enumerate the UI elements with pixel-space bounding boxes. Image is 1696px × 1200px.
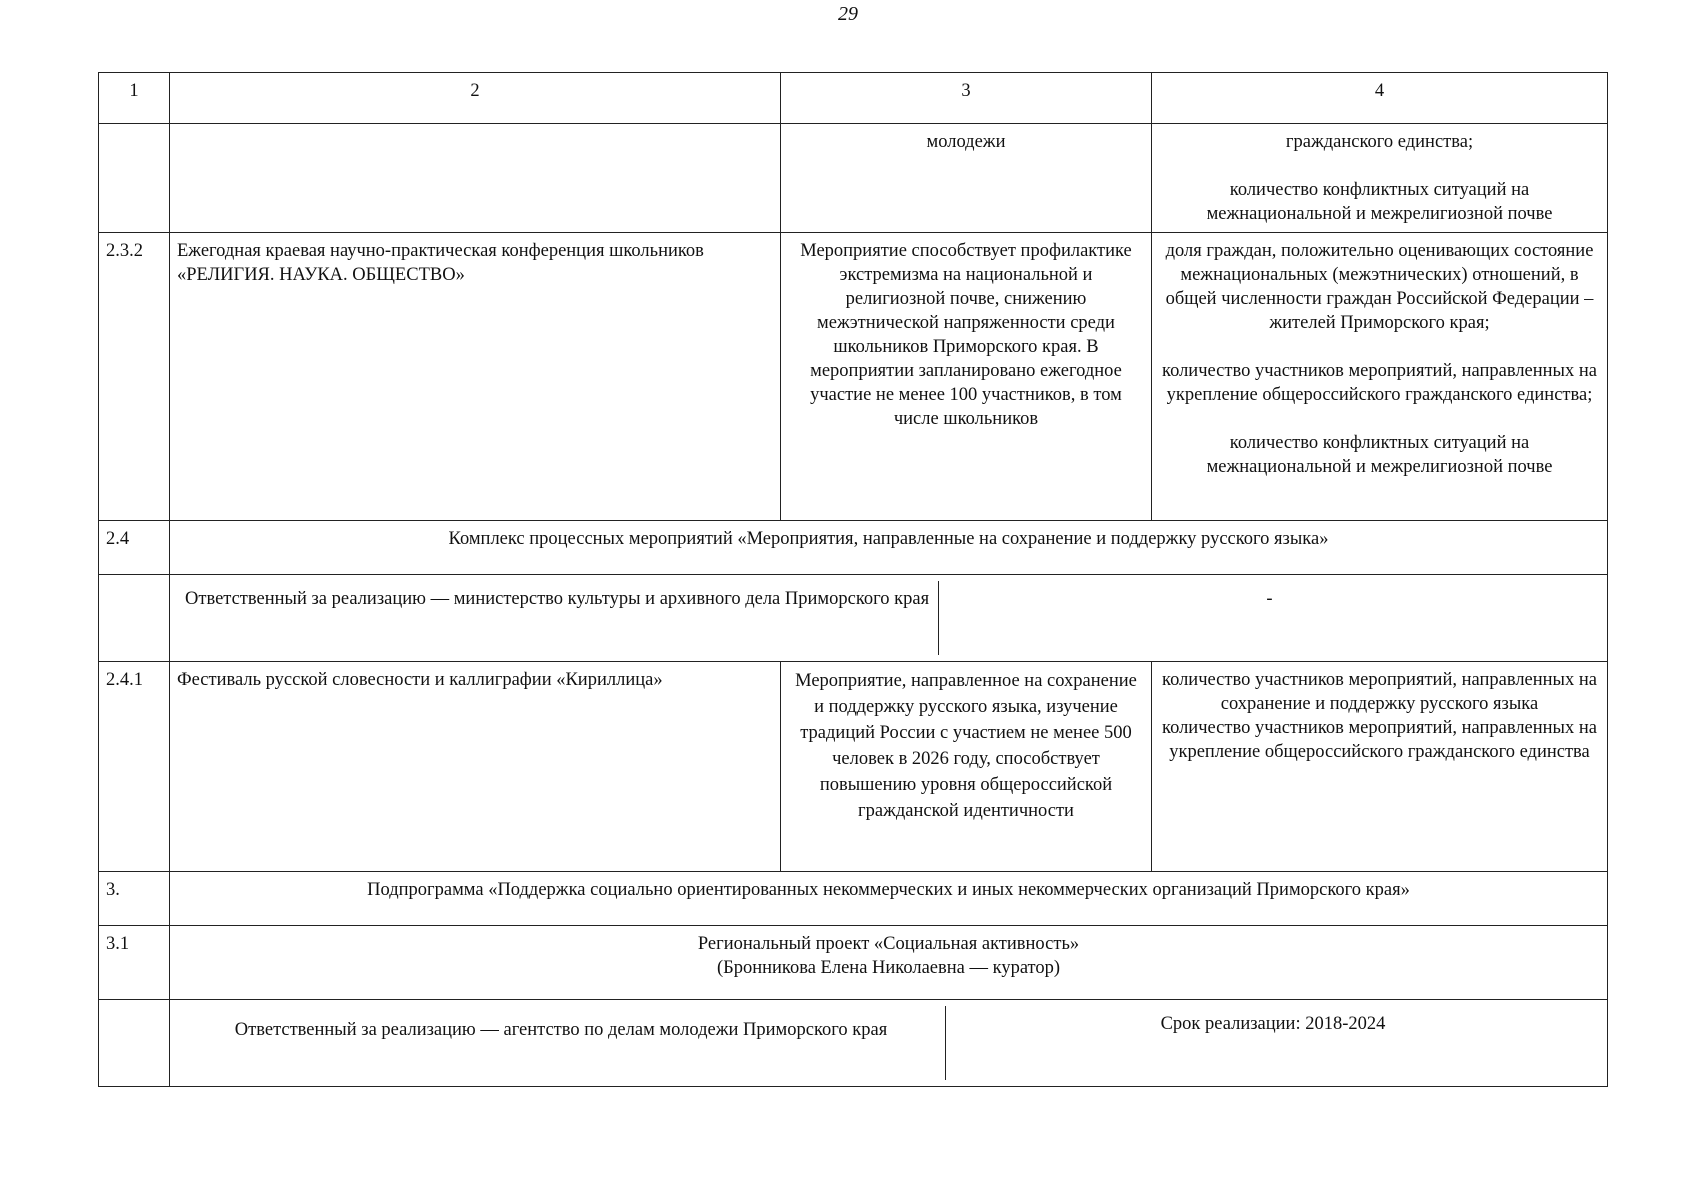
responsible-text: Ответственный за реализацию — агентство по делам молодежи Приморского края — [177, 1006, 946, 1080]
term-text: Срок реализации: 2018-2024 — [1160, 1014, 1386, 1034]
event-name: Фестиваль русской словесности и каллиграфии «Кириллица» — [170, 662, 781, 872]
header-col-4: 4 — [1152, 73, 1608, 124]
program-table — [98, 72, 1608, 1087]
event-name-cell — [170, 124, 781, 233]
project-title: Региональный проект «Социальная активность» (Бронникова Елена Николаевна — куратор) — [170, 926, 1608, 1000]
event-indicators: гражданского единства; количество конфликтных ситуаций на межнациональной и межрелигиозной почве — [1152, 124, 1608, 233]
responsible-row — [170, 1000, 1608, 1087]
row-number: 2.4.1 — [99, 662, 170, 872]
table-row — [99, 521, 1608, 575]
subprogram-title: Подпрограмма «Поддержка социально ориентированных некоммерческих и иных некоммерческих организаций Приморского края» — [170, 872, 1608, 926]
table-row — [99, 575, 1608, 662]
responsible-row — [170, 575, 1608, 662]
table-row — [99, 872, 1608, 926]
table-row — [99, 662, 1608, 872]
row-number-cell — [99, 1000, 170, 1087]
header-col-1: 1 — [99, 73, 170, 124]
event-indicators: количество участников мероприятий, направленных на сохранение и поддержку русского языка количество участников мероприятий, направленных на укрепление общероссийского гражданского единства — [1152, 662, 1608, 872]
section-title: Комплекс процессных мероприятий «Мероприятия, направленные на сохранение и поддержку русского языка» — [170, 521, 1608, 575]
table-row — [99, 1000, 1608, 1087]
responsible-text: Ответственный за реализацию — министерство культуры и архивного дела Приморского края — [177, 581, 939, 655]
table-row — [99, 124, 1608, 233]
table-row — [99, 233, 1608, 521]
event-description: Мероприятие способствует профилактике экстремизма на национальной и религиозной почве, снижению межэтнической напряженности среди школьников Приморского края. В мероприятии запланировано ежегодное участие не менее 100 участников, в том числе школьников — [781, 233, 1152, 521]
term-text: - — [1266, 589, 1273, 609]
event-indicators: доля граждан, положительно оценивающих состояние межнациональных (межэтнических) отношений, в общей численности граждан Российской Федерации – жителей Приморского края; количество участников мероприятий, направленных на укрепление общероссийского гражданского единства; количество конфликтных ситуаций на межнациональной и межрелигиозной почве — [1152, 233, 1608, 521]
event-description: Мероприятие, направленное на сохранение и поддержку русского языка, изучение традиций России с участием не менее 500 человек в 2026 году, способствует повышению уровня общероссийской гражданской идентичности — [781, 662, 1152, 872]
row-number: 3.1 — [99, 926, 170, 1000]
event-description: молодежи — [781, 124, 1152, 233]
page-number: 29 — [838, 3, 858, 25]
header-col-3: 3 — [781, 73, 1152, 124]
row-number: 3. — [99, 872, 170, 926]
table-row — [99, 926, 1608, 1000]
row-number-cell — [99, 575, 170, 662]
row-number-cell — [99, 124, 170, 233]
header-col-2: 2 — [170, 73, 781, 124]
row-number: 2.3.2 — [99, 233, 170, 521]
event-name: Ежегодная краевая научно-практическая конференция школьников «РЕЛИГИЯ. НАУКА. ОБЩЕСТВО» — [170, 233, 781, 521]
header-row — [99, 73, 1608, 124]
row-number: 2.4 — [99, 521, 170, 575]
